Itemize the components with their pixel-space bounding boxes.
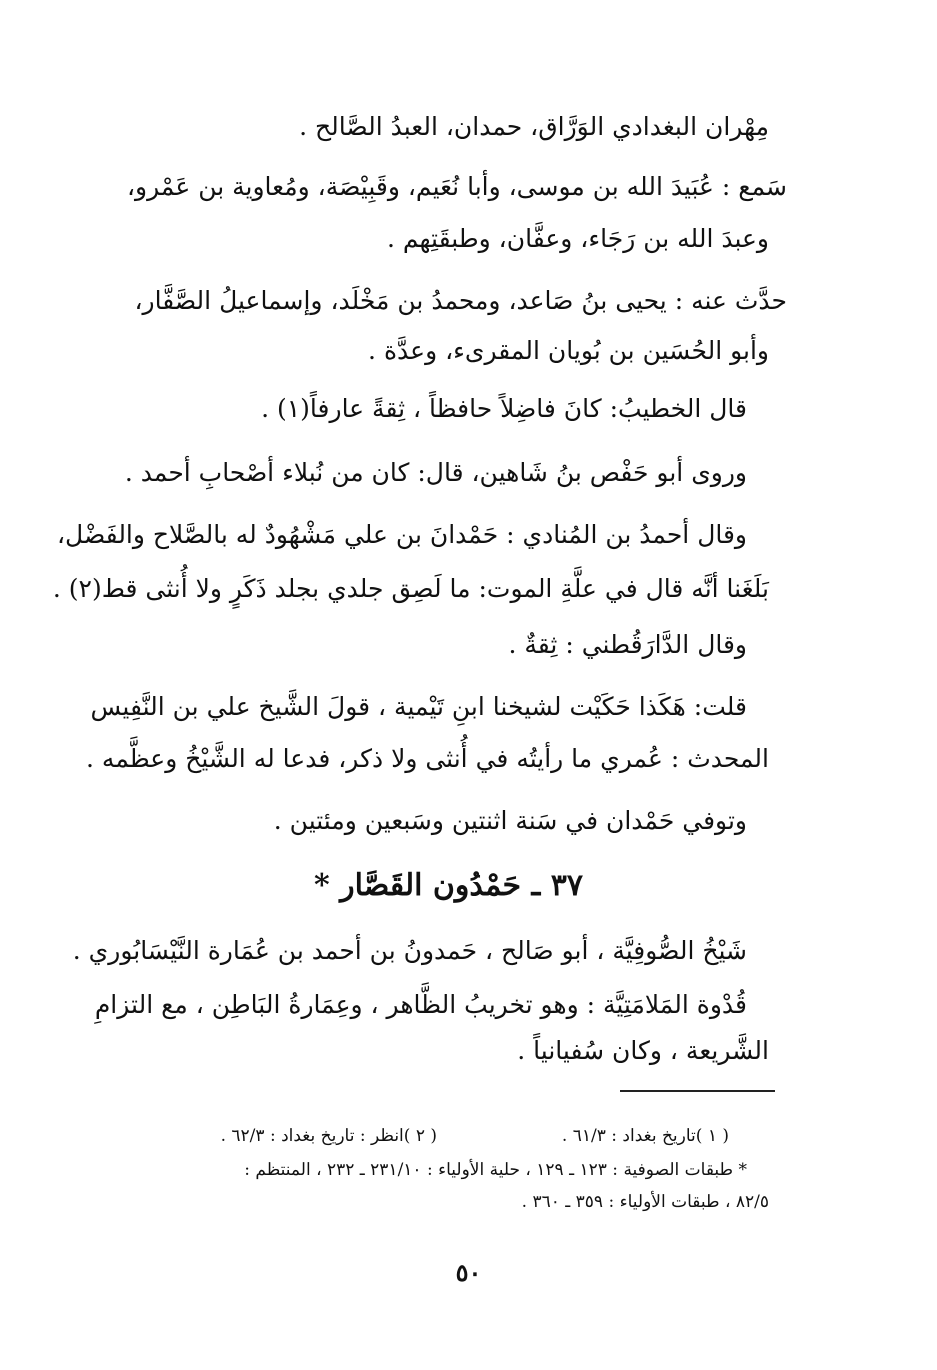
text-line: قلت: هَكَذا حَكَيْت لشيخنا ابنِ تَيْمية ، قولَ الشَّيخ علي بن النَّفِيس xyxy=(90,692,747,721)
text-line: وتوفي حَمْدان في سَنة اثنتين وسَبعين ومئتين . xyxy=(273,806,747,835)
footnote-divider xyxy=(620,1090,775,1092)
text-line: الشَّريعة ، وكان سُفيانياً . xyxy=(517,1036,769,1065)
footnote-2: ( ٢ )انظر : تاريخ بغداد : ٦٢/٣ . xyxy=(220,1126,437,1146)
page-number: ٥٠ xyxy=(455,1258,482,1287)
text-line: سَمع : عُبَيدَ الله بن موسى، وأبا نُعَيم، وقَبِيْصَة، ومُعاوية بن عَمْرو، xyxy=(126,172,787,201)
footnote-sources-continued: ٨٢/٥ ، طبقات الأولياء : ٣٥٩ ـ ٣٦٠ . xyxy=(521,1192,769,1212)
section-heading: ٣٧ ـ حَمْدُون القَصَّار * xyxy=(314,868,583,903)
text-line: مِهْران البغدادي الوَرَّاق، حمدان، العبدُ الصَّالح . xyxy=(299,112,769,141)
text-line: بَلَغَنا أنَّه قال في علَّةِ الموت: ما لَصِق جلدي بجلد ذَكَرٍ ولا أُنثى قط(٢) . xyxy=(52,574,769,603)
text-line: وقال الدَّارَقُطني : ثِقةٌ . xyxy=(508,630,747,659)
text-line: وروى أبو حَفْص بنُ شَاهين، قال: كان من نُبلاء أصْحابِ أحمد . xyxy=(124,458,747,487)
text-line: وقال أحمدُ بن المُنادي : حَمْدانَ بن علي مَشْهُودٌ له بالصَّلاح والفَضْل، xyxy=(56,520,747,549)
text-line: قال الخطيبُ: كانَ فاضِلاً حافظاً ، ثِقةً عارفاً(١) . xyxy=(261,394,747,423)
text-line: شَيْخُ الصُّوفِيَّة ، أبو صَالح ، حَمدونُ بن أحمد بن عُمَارة النَّيْسَابُوري . xyxy=(72,936,747,965)
text-line: قُدْوة المَلامَتِيَّة : وهو تخريبُ الظَّاهر ، وعِمَارةُ البَاطِن ، مع التزامِ xyxy=(94,990,747,1019)
text-line: حدَّث عنه : يحيى بنُ صَاعد، ومحمدُ بن مَخْلَد، وإسماعيلُ الصَّفَّار، xyxy=(134,286,787,315)
text-line: المحدث : عُمري ما رأيتُه في أُنثى ولا ذكر، فدعا له الشَّيْخُ وعظَّمه . xyxy=(86,744,769,773)
text-line: وأبو الحُسَين بن بُويان المقرىء، وعدَّة . xyxy=(368,336,769,365)
footnote-sources: * طبقات الصوفية : ١٢٣ ـ ١٢٩ ، حلية الأولياء : ٢٣١/١٠ ـ ٢٣٢ ، المنتظم : xyxy=(244,1160,747,1180)
footnote-1: ( ١ )تاريخ بغداد : ٦١/٣ . xyxy=(561,1126,729,1146)
text-line: وعبدَ الله بن رَجَاء، وعفَّان، وطبقَتِهم . xyxy=(386,224,769,253)
